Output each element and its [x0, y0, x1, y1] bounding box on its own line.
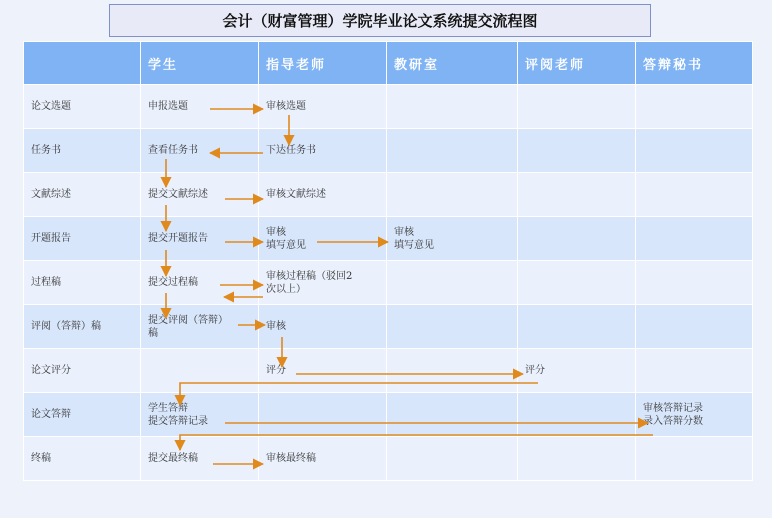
cell-advisor [259, 393, 387, 437]
cell-advisor: 审核过程稿（驳回2 次以上） [259, 261, 387, 305]
row-label: 文献综述 [24, 173, 141, 217]
cell-advisor: 审核选题 [259, 85, 387, 129]
cell-teaching-office [387, 393, 518, 437]
cell-student: 申报选题 [141, 85, 259, 129]
cell-defense-secretary [636, 305, 753, 349]
table-row [24, 305, 753, 349]
table-row [24, 217, 753, 261]
cell-teaching-office: 审核 填写意见 [387, 217, 518, 261]
cell-reviewer [518, 129, 636, 173]
header-corner [24, 42, 141, 85]
row-label: 终稿 [24, 437, 141, 481]
table-row [24, 85, 753, 129]
cell-student: 查看任务书 [141, 129, 259, 173]
cell-advisor: 评分 [259, 349, 387, 393]
cell-reviewer [518, 305, 636, 349]
cell-defense-secretary [636, 437, 753, 481]
cell-student: 提交文献综述 [141, 173, 259, 217]
row-label: 任务书 [24, 129, 141, 173]
cell-teaching-office [387, 349, 518, 393]
row-label: 论文评分 [24, 349, 141, 393]
cell-teaching-office [387, 85, 518, 129]
cell-reviewer [518, 217, 636, 261]
table-row [24, 393, 753, 437]
cell-advisor: 审核 [259, 305, 387, 349]
flow-table [23, 41, 753, 481]
row-label: 过程稿 [24, 261, 141, 305]
cell-reviewer [518, 261, 636, 305]
cell-teaching-office [387, 173, 518, 217]
cell-advisor: 审核文献综述 [259, 173, 387, 217]
cell-student: 提交过程稿 [141, 261, 259, 305]
cell-reviewer [518, 437, 636, 481]
header-defense-secretary: 答辩秘书 [636, 42, 753, 85]
cell-teaching-office [387, 129, 518, 173]
cell-advisor: 审核最终稿 [259, 437, 387, 481]
cell-student: 提交最终稿 [141, 437, 259, 481]
row-label: 论文选题 [24, 85, 141, 129]
table-row [24, 129, 753, 173]
header-reviewer: 评阅老师 [518, 42, 636, 85]
cell-advisor: 审核 填写意见 [259, 217, 387, 261]
cell-defense-secretary: 审核答辩记录 录入答辩分数 [636, 393, 753, 437]
cell-reviewer [518, 173, 636, 217]
row-label: 评阅（答辩）稿 [24, 305, 141, 349]
row-label: 论文答辩 [24, 393, 141, 437]
diagram-title: 会计（财富管理）学院毕业论文系统提交流程图 [109, 4, 651, 37]
table-row [24, 437, 753, 481]
cell-teaching-office [387, 437, 518, 481]
header-student: 学生 [141, 42, 259, 85]
cell-reviewer [518, 85, 636, 129]
header-advisor: 指导老师 [259, 42, 387, 85]
cell-reviewer: 评分 [518, 349, 636, 393]
header-teaching-office: 教研室 [387, 42, 518, 85]
header-row [24, 42, 753, 85]
table-row [24, 261, 753, 305]
cell-advisor: 下达任务书 [259, 129, 387, 173]
cell-reviewer [518, 393, 636, 437]
table-row [24, 173, 753, 217]
cell-defense-secretary [636, 129, 753, 173]
cell-defense-secretary [636, 261, 753, 305]
cell-defense-secretary [636, 173, 753, 217]
cell-student: 学生答辩 提交答辩记录 [141, 393, 259, 437]
table-row [24, 349, 753, 393]
cell-student: 提交评阅（答辩） 稿 [141, 305, 259, 349]
cell-student [141, 349, 259, 393]
cell-teaching-office [387, 261, 518, 305]
cell-defense-secretary [636, 217, 753, 261]
cell-teaching-office [387, 305, 518, 349]
cell-defense-secretary [636, 85, 753, 129]
cell-defense-secretary [636, 349, 753, 393]
row-label: 开题报告 [24, 217, 141, 261]
cell-student: 提交开题报告 [141, 217, 259, 261]
